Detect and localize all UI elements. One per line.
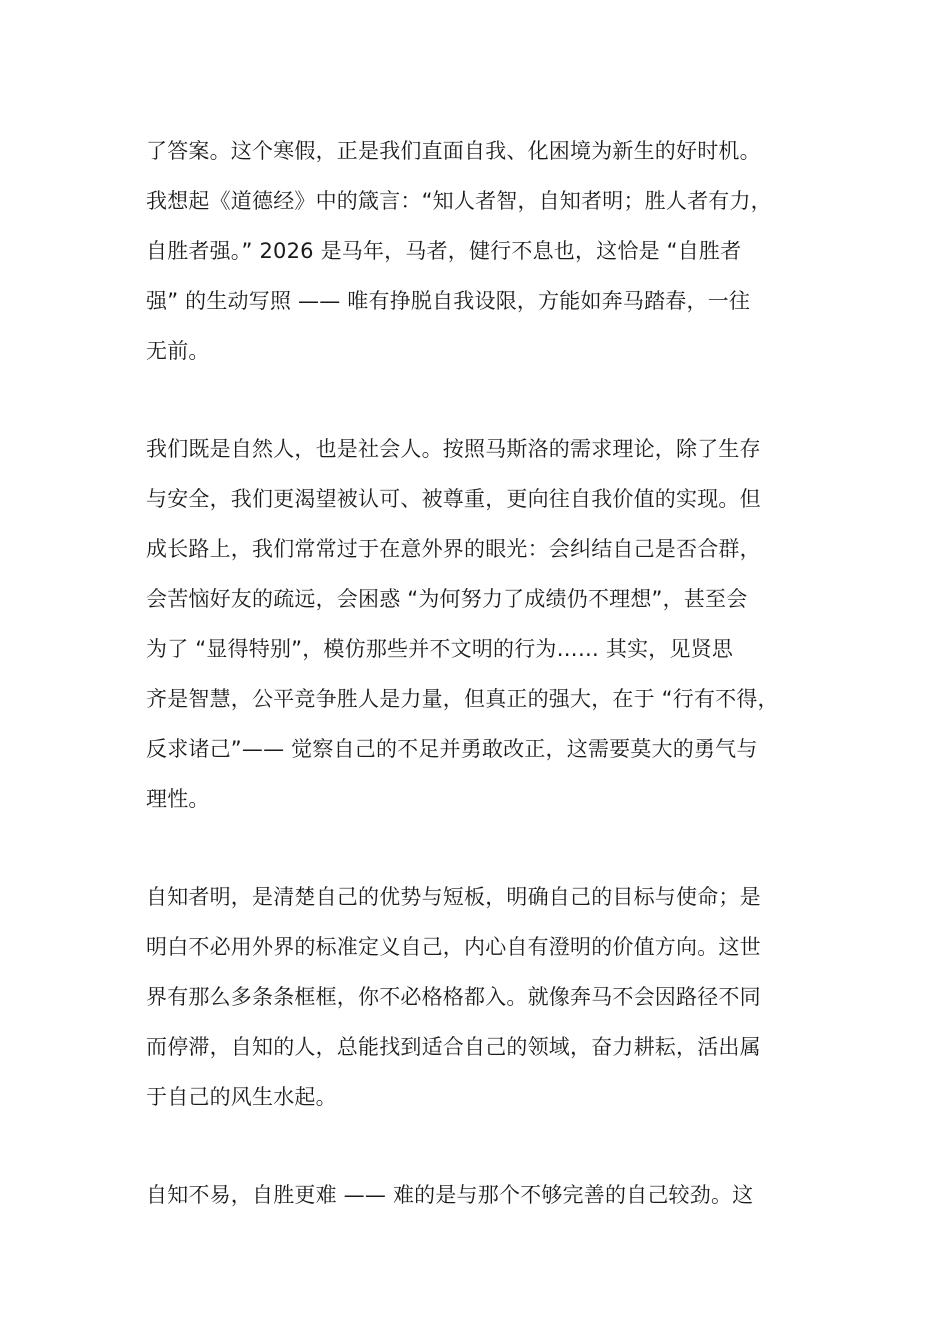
text-line: 于自己的风生水起。 [146,1085,337,1109]
text-line: 强” 的生动写照 —— 唯有挣脱自我设限，方能如奔马踏春，一往 [146,289,751,313]
text-line: 成长路上，我们常常过于在意外界的眼光：会纠结自己是否合群， [146,537,761,561]
text-line: 而停滞，自知的人，总能找到适合自己的领域，奋力耕耘，活出属 [146,1035,761,1059]
text-line: 自知者明，是清楚自己的优势与短板，明确自己的目标与使命；是 [146,885,761,909]
text-line: 与安全，我们更渴望被认可、被尊重，更向往自我价值的实现。但 [146,487,761,511]
text-line: 反求诸己”—— 觉察自己的不足并勇敢改正，这需要莫大的勇气与 [146,737,758,761]
text-line: 我们既是自然人，也是社会人。按照马斯洛的需求理论，除了生存 [146,437,761,461]
text-line: 无前。 [146,339,210,363]
text-line: 明白不必用外界的标准定义自己，内心自有澄明的价值方向。这世 [146,935,761,959]
text-line: 界有那么多条条框框，你不必格格都入。就像奔马不会因路径不同 [146,985,761,1009]
text-line: 我想起《道德经》中的箴言：“知人者智，自知者明；胜人者有力， [146,189,772,213]
text-line: 了答案。这个寒假，正是我们直面自我、化困境为新生的好时机。 [146,139,761,163]
text-line: 自胜者强。” 2026 是马年，马者，健行不息也，这恰是 “自胜者 [146,239,742,263]
text-line: 理性。 [146,787,210,811]
paragraph-4 [146,1170,836,1220]
text-line: 齐是智慧，公平竞争胜人是力量，但真正的强大，在于 “行有不得， [146,687,779,711]
text-line: 为了 “显得特别”，模仿那些并不文明的行为…… 其实，见贤思 [146,637,734,661]
text-line: 会苦恼好友的疏远，会困惑 “为何努力了成绩仍不理想”，甚至会 [146,587,748,611]
text-line: 自知不易，自胜更难 —— 难的是与那个不够完善的自己较劲。这 [146,1183,754,1207]
paragraph-1 [146,126,836,376]
paragraph-2 [146,424,836,824]
paragraph-3 [146,872,836,1122]
